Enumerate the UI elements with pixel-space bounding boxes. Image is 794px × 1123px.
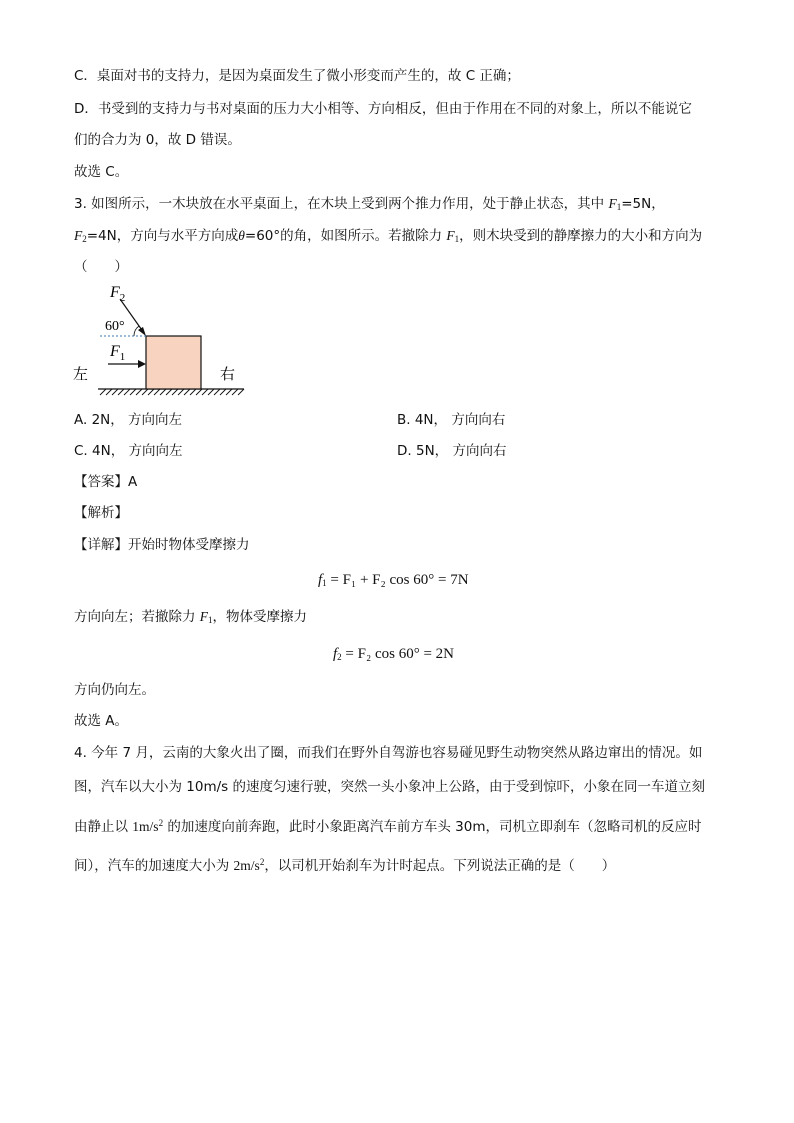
d-option-explanation-1: D．书受到的支持力与书对桌面的压力大小相等、方向相反，但由于作用在不同的对象上，所以不能说它 bbox=[74, 101, 692, 117]
equation-2: $f_2 = F_2$ cos 60° = 2N bbox=[333, 646, 454, 662]
d-option-explanation-2: 们的合力为 0，故 D 错误。 bbox=[74, 132, 241, 148]
option-c: C. 4N， 方向向左 bbox=[74, 443, 183, 459]
force-diagram bbox=[68, 278, 268, 398]
direction-left-2: 方向仍向左。 bbox=[74, 682, 155, 698]
label-left: 左 bbox=[73, 365, 89, 383]
question-4-line-2: 图，汽车以大小为 10m/s 的速度匀速行驶，突然一头小象冲上公路，由于受到惊吓，小象在同一车道立刻 bbox=[74, 779, 705, 795]
choose-c: 故选 C。 bbox=[74, 164, 129, 180]
answer-label: 【答案】A bbox=[74, 474, 138, 490]
equation-1: $f_1 = F_1 + F_2$ cos 60° = 7N bbox=[318, 572, 469, 588]
question-4-line-3: 由静止以 $1m/s^2$ 的加速度向前奔跑，此时小象距离汽车前方车头 30m，司机立即刹车（忽略司机的反应时 bbox=[74, 818, 702, 835]
c-option-explanation: C．桌面对书的支持力，是因为桌面发生了微小形变而产生的，故 C 正确； bbox=[74, 68, 520, 84]
label-f2: $F_2$ bbox=[110, 284, 126, 304]
wood-block bbox=[146, 336, 201, 389]
direction-left-1: 方向向左；若撤除力 $F_1$，物体受摩擦力 bbox=[74, 609, 308, 625]
force-f1-arrowhead bbox=[138, 360, 146, 368]
question-3-line-2: $F_2=4N$，方向与水平方向成θ=60°的角，如图所示。若撤除力 $F_1$，则木块受到的静摩擦力的大小和方向为 bbox=[74, 228, 703, 244]
option-a: A. 2N， 方向向左 bbox=[74, 412, 183, 428]
label-right: 右 bbox=[220, 365, 236, 383]
option-b: B. 4N， 方向向右 bbox=[397, 412, 506, 428]
question-4-line-4: 间），汽车的加速度大小为 $2m/s^2$，以司机开始刹车为计时起点。下列说法正确的是（ ） bbox=[74, 857, 616, 874]
angle-arc bbox=[134, 326, 139, 336]
question-4-line-1: 4. 今年 7 月，云南的大象火出了圈，而我们在野外自驾游也容易碰见野生动物突然从路边窜出的情况。如 bbox=[74, 745, 703, 761]
force-f2-arrowhead bbox=[138, 327, 146, 336]
detail-label: 【详解】开始时物体受摩擦力 bbox=[74, 537, 250, 553]
option-d: D. 5N， 方向向右 bbox=[397, 443, 507, 459]
question-3-paren: （ ） bbox=[74, 259, 128, 275]
label-angle: 60° bbox=[105, 319, 125, 334]
question-3-line-1: 3. 如图所示，一木块放在水平桌面上，在木块上受到两个推力作用，处于静止状态，其中 $F_1=5N$， bbox=[74, 196, 665, 212]
label-f1: $F_1$ bbox=[110, 343, 126, 363]
choose-a: 故选 A。 bbox=[74, 713, 129, 729]
analysis-label: 【解析】 bbox=[74, 505, 128, 521]
ground-hatching bbox=[100, 389, 244, 395]
